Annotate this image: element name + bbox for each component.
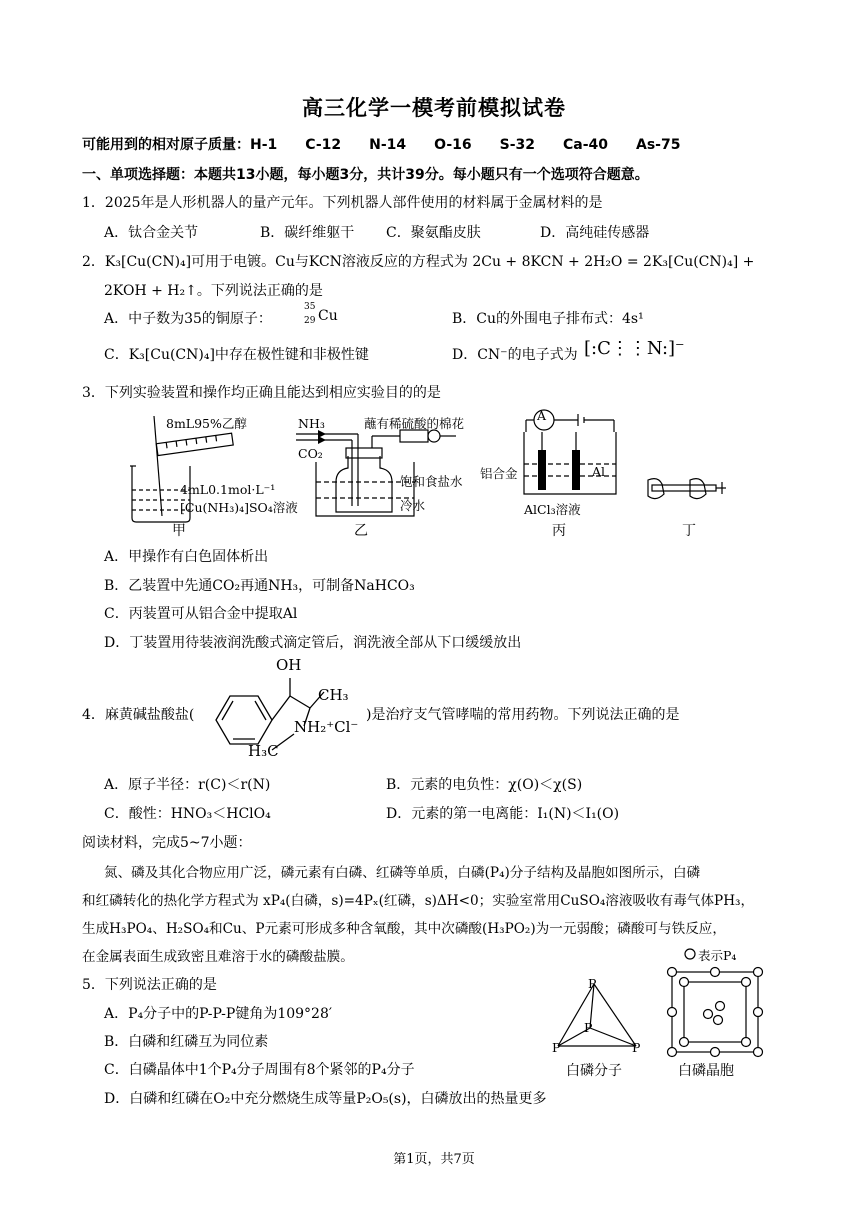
nuclide-mass-number: 35 [304,302,316,312]
q3-option-d: D．丁装置用待装液润洗酸式滴定管后，润洗液全部从下口缓缓放出 [104,635,522,651]
page-title: 高三化学一模考前模拟试卷 [302,96,566,120]
jia-reagent-conc: 4mL0.1mol·L⁻¹ [180,482,276,497]
q5-stem: 5．下列说法正确的是 [82,977,217,993]
q3-stem: 3．下列实验装置和操作均正确且能达到相应实验目的的是 [82,385,441,401]
p4-atom-right: P [632,1040,641,1055]
yi-label: 乙 [354,523,368,539]
legend-circle-icon [680,944,700,964]
yi-cotton: 蘸有稀硫酸的棉花 [364,416,465,431]
bing-ammeter: A [537,408,547,423]
bing-label: 丙 [552,523,566,539]
q1-option-b: B．碳纤维躯干 [260,225,355,241]
jia-label: 甲 [172,523,186,539]
atomic-masses: 可能用到的相对原子质量：H-1 C-12 N-14 O-16 S-32 Ca-40 As-75 [82,137,681,153]
q5-option-a: A．P₄分子中的P-P-P键角为109°28′ [104,1006,333,1022]
q4-option-c: C．酸性：HNO₃＜HClO₄ [104,806,271,822]
q2-option-b: B．Cu的外围电子排布式：4s¹ [452,311,644,327]
p4-atom-center: P [584,1020,593,1035]
q4-option-d: D．元素的第一电离能：I₁(N)＜I₁(O) [386,806,620,822]
q2-option-c: C．K₃[Cu(CN)₄]中存在极性键和非极性键 [104,347,369,363]
p4-atom-left: P [552,1040,561,1055]
q4-stem-suffix: )是治疗支气管哮喘的常用药物。下列说法正确的是 [366,707,680,723]
bing-left-electrode: 铝合金 [480,466,518,481]
figure-bing-apparatus [520,406,620,498]
q4-option-b: B．元素的电负性：χ(O)＜χ(S) [386,777,583,793]
page-number: 第1页，共7页 [393,1152,475,1167]
reading-line-1: 氮、磷及其化合物应用广泛，磷元素有白磷、红磷等单质，白磷(P₄)分子结构及晶胞如图所示，白磷 [104,865,701,881]
yi-saltwater: 饱和食盐水 [400,474,463,489]
q3-option-c: C．丙装置可从铝合金中提取Al [104,606,298,622]
q4-option-a: A．原子半径：r(C)＜r(N) [104,777,271,793]
bing-right-electrode: Al [592,464,606,479]
q5-option-d: D．白磷和红磷在O₂中充分燃烧生成等量P₂O₅(s)，白磷放出的热量更多 [104,1091,547,1107]
q3-option-a: A．甲操作有白色固体析出 [104,549,269,565]
bing-solution: AlCl₃溶液 [524,502,581,517]
section-header: 一、单项选择题：本题共13小题，每小题3分，共计39分。每小题只有一个选项符合题意。 [82,167,649,183]
p4-molecule-label: 白磷分子 [566,1063,622,1079]
q3-option-b: B．乙装置中先通CO₂再通NH₃，可制备NaHCO₃ [104,578,415,594]
q5-option-b: B．白磷和红磷互为同位素 [104,1034,269,1050]
ding-label: 丁 [682,523,696,539]
reading-line-3: 生成H₃PO₄、H₂SO₄和Cu、P元素可形成多种含氧酸，其中次磷酸(H₃PO₂)为一元弱酸；磷酸可与铁反应， [82,921,726,937]
q1-stem: 1．2025年是人形机器人的量产元年。下列机器人部件使用的材料属于金属材料的是 [82,195,603,211]
cn-electron-formula: [:C⋮⋮N:]⁻ [584,338,685,359]
yi-coldwater: 冷水 [400,498,426,513]
jia-reagent-ethanol: 8mL95%乙醇 [166,416,247,431]
q2-stem-line1: 2．K₃[Cu(CN)₄]可用于电镀。Cu与KCN溶液反应的方程式为 2Cu + 8KCN + 2H₂O = 2K₃[Cu(CN)₄] + [82,254,755,270]
q5-option-c: C．白磷晶体中1个P₄分子周围有8个紧邻的P₄分子 [104,1062,415,1078]
jia-reagent-solution: [Cu(NH₃)₄]SO₄溶液 [180,500,298,515]
nuclide-atomic-number: 29 [304,316,316,326]
figure-ding-apparatus [644,472,730,506]
nuclide-symbol: Cu [318,308,338,324]
q2-stem-line2: 2KOH + H₂↑。下列说法正确的是 [104,283,323,299]
reading-intro: 阅读材料，完成5~7小题： [82,835,252,851]
yi-co2: CO₂ [298,446,323,461]
yi-nh3: NH₃ [298,416,325,431]
struct-ch3: CH₃ [318,686,349,704]
reading-line-4: 在金属表面生成致密且难溶于水的磷酸盐膜。 [82,949,354,965]
q1-option-a: A．钛合金关节 [104,225,199,241]
p4-cell-diagram [664,964,768,1060]
q4-stem-prefix: 4．麻黄碱盐酸盐( [82,707,195,723]
p4-atom-top: P [588,976,597,991]
q2-option-a: A．中子数为35的铜原子： [104,311,272,327]
q1-option-d: D．高纯硅传感器 [540,225,650,241]
struct-oh: OH [276,656,302,674]
q1-option-c: C．聚氨酯皮肤 [386,225,481,241]
struct-nh2-cl: NH₂⁺Cl⁻ [294,718,359,736]
q2-option-d: D．CN⁻的电子式为 [452,347,578,363]
ephedrine-structure [206,662,366,766]
p4-cell-label: 白磷晶胞 [678,1063,734,1079]
struct-h3c: H₃C [248,742,279,760]
reading-line-2: 和红磷转化的热化学方程式为 xP₄(白磷，s)=4Pₓ(红磷，s)ΔH<0；实验室常用CuSO₄溶液吸收有毒气体PH₃， [82,893,755,909]
cell-legend: 表示P₄ [698,948,737,963]
